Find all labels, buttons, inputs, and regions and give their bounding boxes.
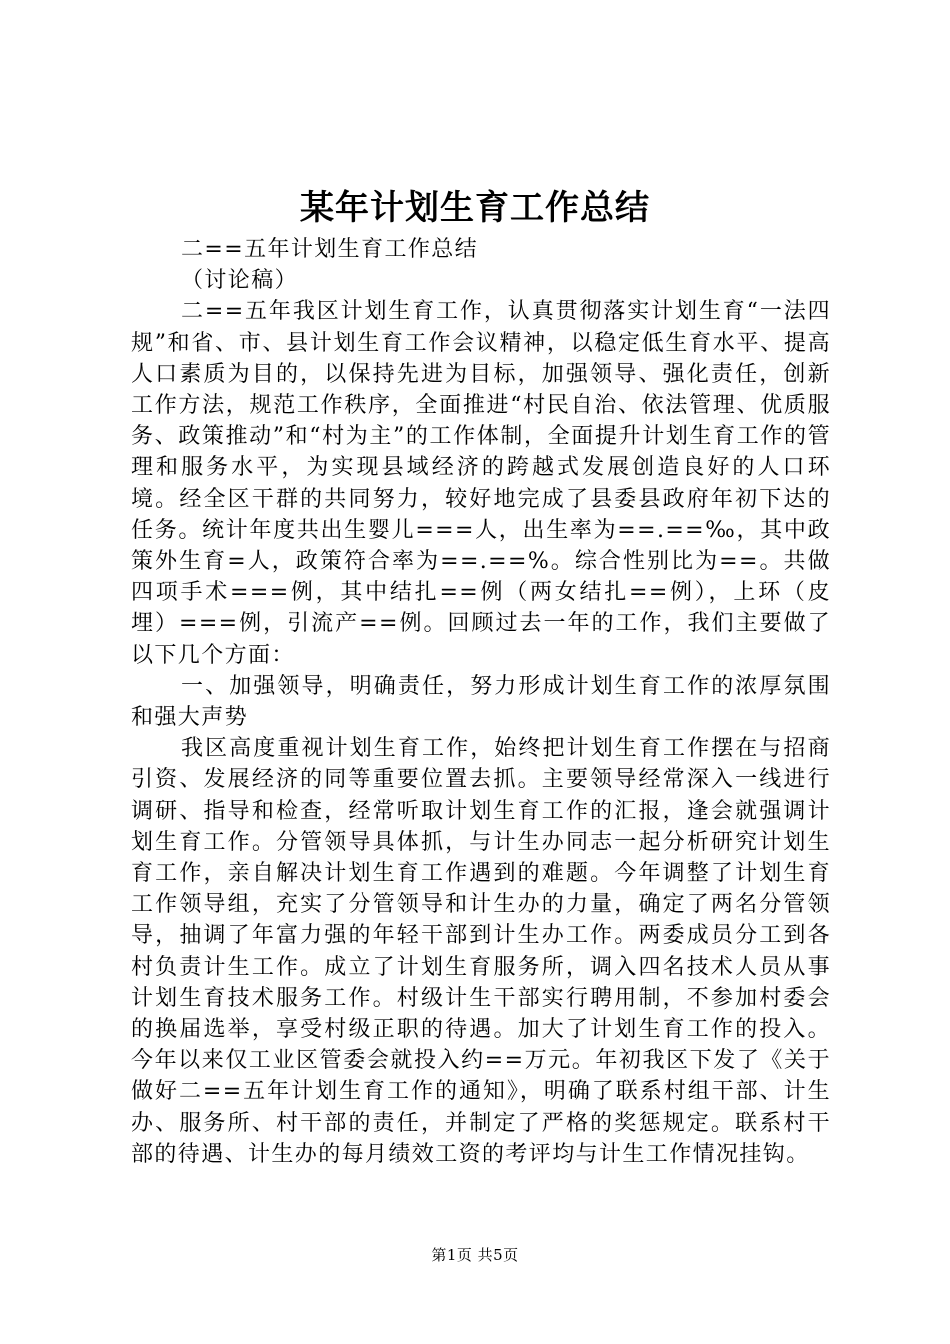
section-heading-1: 一、加强领导，明确责任，努力形成计划生育工作的浓厚氛围和强大声势 xyxy=(131,673,831,731)
paragraph-overview: 二==五年我区计划生育工作，认真贯彻落实计划生育“一法四规”和省、市、县计划生育工作会议精神，以稳定低生育水平、提高人口素质为目的，以保持先进为目标，加强领导、强化责任，创新工作方法，规范工作秩序，全面推进“村民自治、依法管理、优质服务、政策推动”和“村为主”的工作体制，全面提升计划生育工作的管理和服务水平，为实现县域经济的跨越式发展创造良好的人口环境。经全区干群的共同努力，较好地完成了县委县政府年初下达的任务。统计年度共出生婴儿===人，出生率为==.==‰，其中政策外生育=人，政策符合率为==.==%。综合性别比为==。共做四项手术===例，其中结扎==例（两女结扎==例），上环（皮埋）===例，引流产==例。回顾过去一年的工作，我们主要做了以下几个方面： xyxy=(131,299,831,668)
paragraph-section-1: 我区高度重视计划生育工作，始终把计划生育工作摆在与招商引资、发展经济的同等重要位置去抓。主要领导经常深入一线进行调研、指导和检查，经常听取计划生育工作的汇报，逢会就强调计划生育工作。分管领导具体抓，与计生办同志一起分析研究计划生育工作，亲自解决计划生育工作遇到的难题。今年调整了计划生育工作领导组，充实了分管领导和计生办的力量，确定了两名分管领导，抽调了年富力强的年轻干部到计生办工作。两委成员分工到各村负责计生工作。成立了计划生育服务所，调入四名技术人员从事计划生育技术服务工作。村级计生干部实行聘用制，不参加村委会的换届选举，享受村级正职的待遇。加大了计划生育工作的投入。今年以来仅工业区管委会就投入约==万元。年初我区下发了《关于做好二==五年计划生育工作的通知》，明确了联系村组干部、计生办、服务所、村干部的责任，并制定了严格的奖惩规定。联系村干部的待遇、计生办的每月绩效工资的考评均与计生工作情况挂钩。 xyxy=(131,736,831,1167)
page-number-footer: 第1页 共5页 xyxy=(431,1246,519,1264)
document-title: 某年计划生育工作总结 xyxy=(300,188,650,228)
paragraph-draft-note: （讨论稿） xyxy=(181,268,299,294)
paragraph-subtitle: 二==五年计划生育工作总结 xyxy=(181,237,479,262)
document-body xyxy=(131,234,831,1170)
